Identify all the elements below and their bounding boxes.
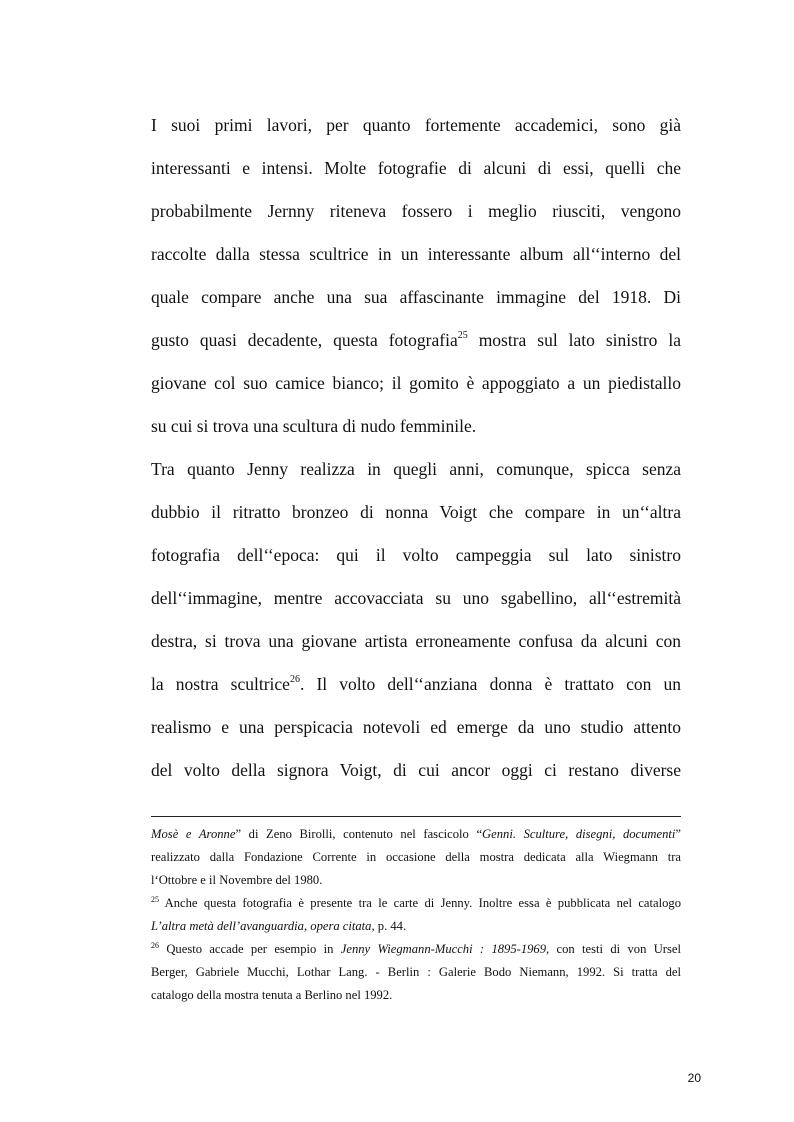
text-line: destra, si trova una giovane artista erroneamente confusa da alcuni con	[151, 631, 681, 651]
text-line	[151, 663, 681, 706]
footnote-line: catalogo della mostra tenuta a Berlino nel 1992.	[151, 988, 393, 1002]
footnote-number: 25	[151, 895, 159, 904]
text-line: fotografia dell‘‘epoca: qui il volto campeggia sul lato sinistro	[151, 545, 681, 565]
footnote-text: p. 44.	[374, 919, 407, 933]
footnote-italic: Genni. Sculture, disegni, documenti	[482, 827, 676, 841]
text-line: realismo e una perspicacia notevoli ed emerge da uno studio attento	[151, 717, 681, 737]
text-line: giovane col suo camice bianco; il gomito è appoggiato a un piedistallo	[151, 373, 681, 393]
footnote-text: ”	[675, 827, 682, 841]
footnote-italic: Jenny Wiegmann-Mucchi : 1895-1969	[340, 942, 547, 956]
footnote-number: 26	[151, 941, 159, 950]
text-fragment: . Il volto dell‘‘anziana donna è trattato con un	[299, 674, 681, 694]
footnote-text: , con testi di von Ursel	[546, 942, 681, 956]
footnote-text: Questo accade per esempio in	[159, 942, 341, 956]
text-line: Tra quanto Jenny realizza in quegli anni, comunque, spicca senza	[151, 459, 681, 479]
footnote-separator	[151, 816, 681, 817]
page-number: 20	[687, 1071, 701, 1085]
footnote-italic: L’altra metà dell’avanguardia, opera citata,	[151, 919, 375, 933]
footnote-line	[151, 915, 681, 938]
footnote-line: l‘Ottobre e il Novembre del 1980.	[151, 873, 323, 887]
text-line: probabilmente Jernny riteneva fossero i meglio riusciti, vengono	[151, 201, 681, 221]
text-fragment: gusto quasi decadente, questa fotografia	[151, 330, 458, 350]
body-text	[151, 104, 681, 792]
text-line: su cui si trova una scultura di nudo femminile.	[151, 416, 477, 436]
text-line: interessanti e intensi. Molte fotografie di alcuni di essi, quelli che	[151, 158, 681, 178]
footnote-line: realizzato dalla Fondazione Corrente in occasione della mostra dedicata alla Wiegmann tra	[151, 850, 681, 864]
footnote-ref-25[interactable]: 25	[457, 330, 468, 341]
text-line: raccolte dalla stessa scultrice in un interessante album all‘‘interno del	[151, 244, 681, 264]
text-line: dubbio il ritratto bronzeo di nonna Voigt che compare in un‘‘altra	[151, 502, 681, 522]
footnote-text: Anche questa fotografia è presente tra le carte di Jenny. Inoltre essa è pubblicata nel catalogo	[159, 896, 681, 910]
text-line	[151, 319, 681, 362]
footnote-26	[151, 938, 681, 961]
footnotes	[151, 823, 681, 1007]
text-line: I suoi primi lavori, per quanto fortemente accademici, sono già	[151, 115, 681, 135]
footnote-line	[151, 823, 681, 846]
text-line: quale compare anche una sua affascinante immagine del 1918. Di	[151, 287, 681, 307]
footnote-italic: Mosè e Aronne	[151, 827, 236, 841]
text-line: dell‘‘immagine, mentre accovacciata su uno sgabellino, all‘‘estremità	[151, 588, 681, 608]
text-line: del volto della signora Voigt, di cui ancor oggi ci restano diverse	[151, 760, 681, 780]
text-fragment: la nostra scultrice	[151, 674, 290, 694]
text-fragment: mostra sul lato sinistro la	[467, 330, 681, 350]
footnote-ref-26[interactable]: 26	[289, 674, 300, 685]
footnote-text: ” di Zeno Birolli, contenuto nel fascicolo “	[235, 827, 483, 841]
footnote-25	[151, 892, 681, 915]
footnote-line: Berger, Gabriele Mucchi, Lothar Lang. - Berlin : Galerie Bodo Niemann, 1992. Si tratta del	[151, 965, 681, 979]
